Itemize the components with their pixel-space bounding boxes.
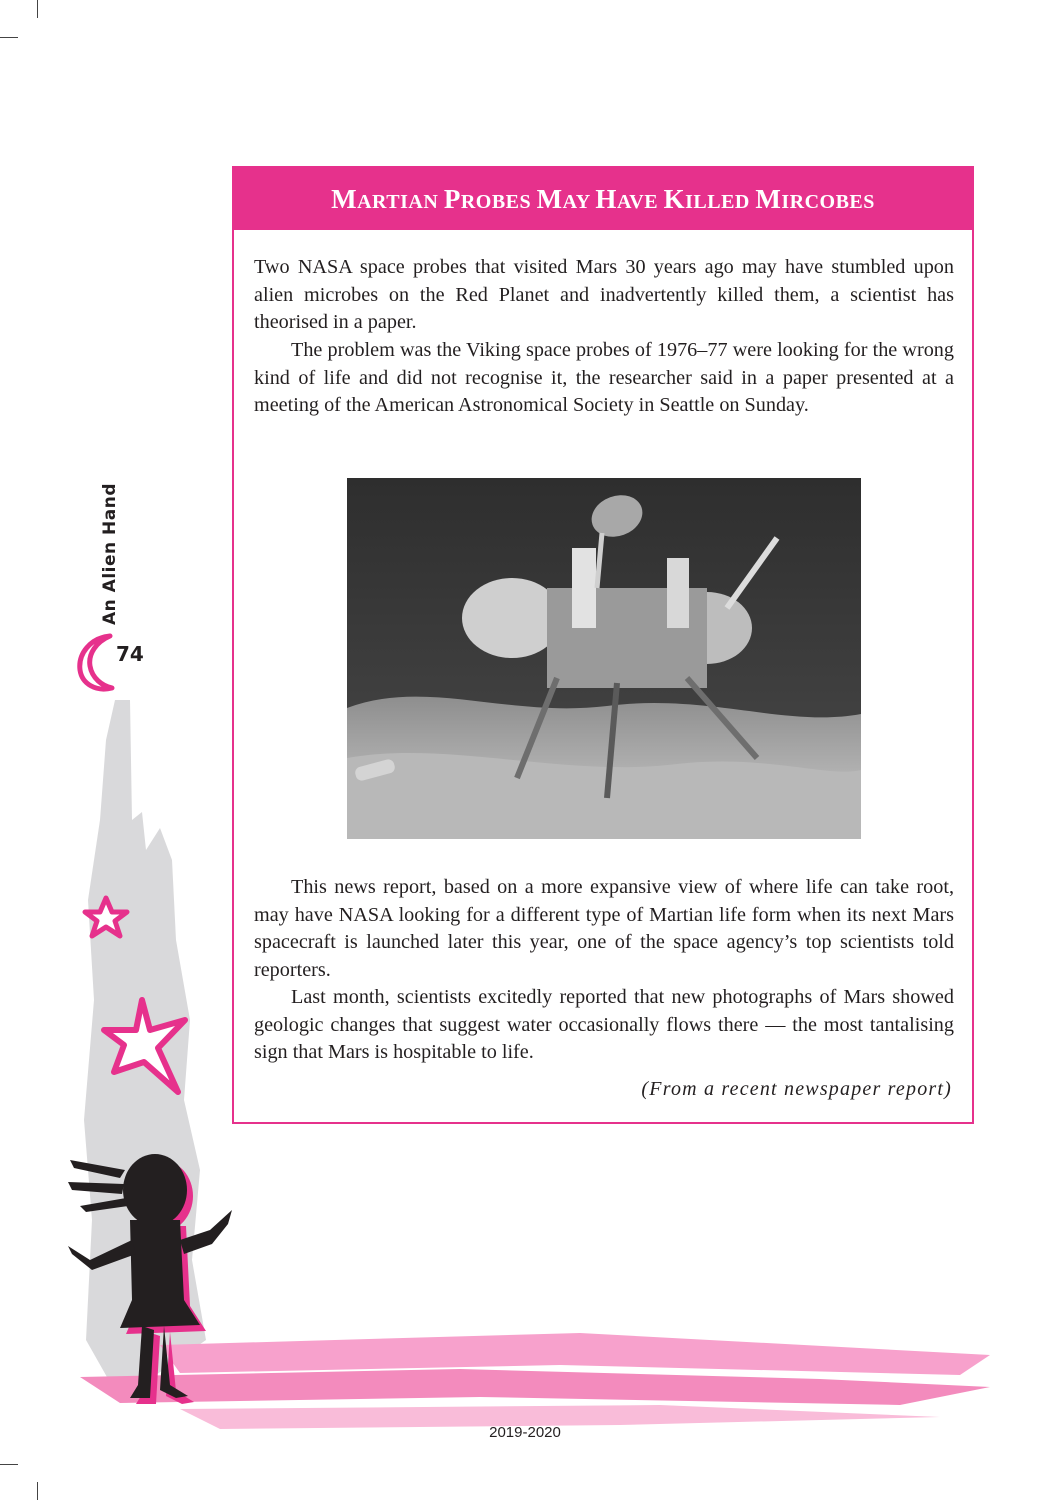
viking-lander-photo: [347, 478, 861, 839]
title-word: KILLED: [663, 184, 750, 214]
title-word: PROBES: [443, 184, 532, 214]
title-word: MAY: [536, 184, 590, 214]
footer-year: 2019-2020: [489, 1424, 561, 1441]
crop-mark: [37, 1482, 38, 1500]
news-box: [232, 166, 974, 1124]
title-word: HAVE: [595, 184, 659, 214]
crop-mark: [0, 37, 18, 38]
title-word: MIRCOBES: [755, 184, 875, 214]
running-head: An Alien Hand: [100, 482, 120, 625]
paragraph: This news report, based on a more expansive view of where life can take root, may have NASA looking for a different type of Martian life form when its next Mars spacecraft is launched later this year, one of the space agency’s top scientists told reporters.: [254, 876, 954, 981]
alien-silhouette: [60, 1150, 240, 1410]
paragraph: The problem was the Viking space probes of 1976–77 were looking for the wrong kind of life and did not recognise it, the researcher said in a paper presented at a meeting of the American Astronomical Society in Seattle on Sunday.: [254, 339, 954, 417]
title-word: MARTIAN: [331, 184, 439, 214]
paragraph: Two NASA space probes that visited Mars 30 years ago may have stumbled upon alien microbes on the Red Planet and inadvertently killed them, a scientist has theorised in a paper.: [254, 256, 954, 334]
crop-mark: [37, 0, 38, 18]
page-number: 74: [116, 642, 144, 666]
paragraph: Last month, scientists excitedly reported that new photographs of Mars showed geologic changes that suggest water occasionally flows there — the most tantalising sign that Mars is hospitable to life.: [254, 986, 954, 1064]
crop-mark: [0, 1464, 18, 1465]
source-credit: (From a recent newspaper report): [641, 1078, 952, 1100]
box-title: [234, 168, 972, 230]
